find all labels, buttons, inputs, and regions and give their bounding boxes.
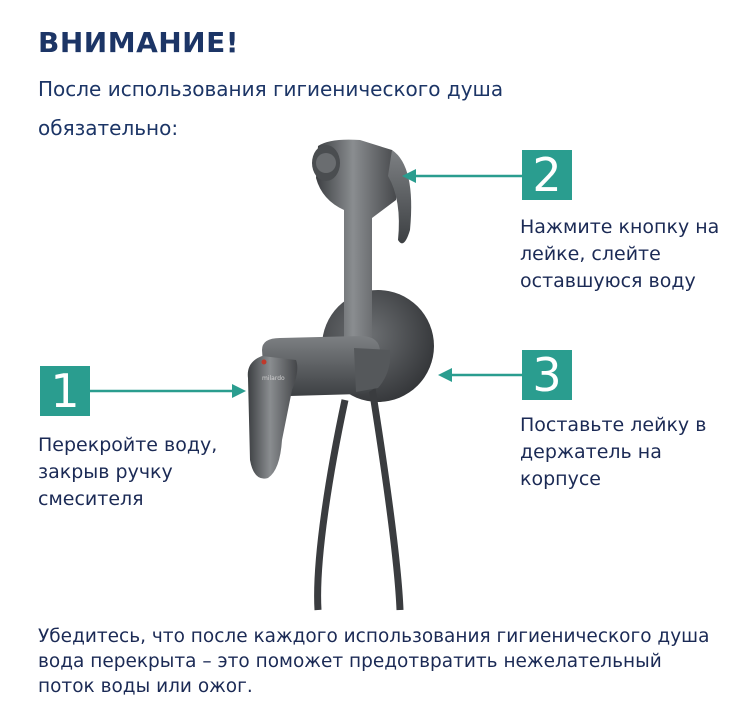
step-1-badge: 1 [40,366,90,416]
footer-note: Убедитесь, что после каждого использования гигиенического душа вода перекрыта – это поможет предотвратить нежелательный поток воды или ожог. [38,626,710,697]
step-3-badge: 3 [522,350,572,400]
step-2-badge: 2 [522,150,572,200]
step-1-text: Перекройте воду, закрыв ручку смесителя [38,434,218,510]
hot-cold-indicator [262,360,267,365]
arrow-head-1 [232,384,246,398]
arrow-head-3 [438,368,452,382]
step-2-text: Нажмите кнопку на лейке, слейте оставшуюся воду [520,216,720,292]
page-title: ВНИМАНИЕ! [38,26,240,59]
hose [372,388,400,610]
hose [318,400,345,610]
intro-text: После использования гигиенического душа обязательно: [38,77,504,140]
brand-mark: milardo [262,375,285,382]
step-3-text: Поставьте лейку в держатель на корпусе [520,414,707,490]
